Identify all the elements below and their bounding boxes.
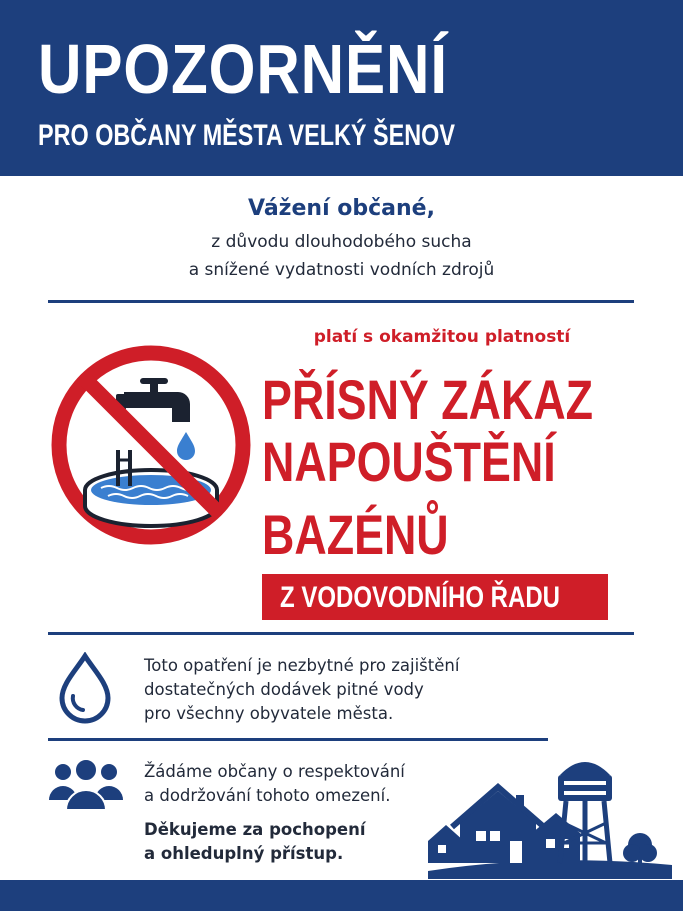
thanks-text [144, 818, 365, 866]
reason-text [144, 654, 459, 726]
page-title: UPOZORNĚNÍ [38, 30, 448, 108]
reason-line: dostatečných dodávek pitné vody [144, 680, 424, 699]
greeting-salutation: Vážení občané, [248, 196, 435, 221]
footer-bar [0, 880, 683, 911]
greeting-line-1: z důvodu dlouhodobého sucha [211, 232, 472, 252]
ban-source-banner [262, 574, 608, 620]
ban-line-3: BAZÉNŮ [262, 503, 449, 566]
reason-line: Toto opatření je nezbytné pro zajištění [144, 656, 460, 675]
divider [48, 738, 548, 741]
thanks-line: Děkujeme za pochopení [144, 820, 366, 839]
people-group-icon [48, 756, 124, 812]
ban-line-1: PŘÍSNÝ ZÁKAZ [262, 368, 594, 431]
water-drop-icon [56, 652, 114, 724]
page-subtitle: PRO OBČANY MĚSTA VELKÝ ŠENOV [38, 119, 455, 152]
reason-line: pro všechny obyvatele města. [144, 704, 394, 723]
town-water-tower-icon [428, 745, 672, 879]
request-line: Žádáme občany o respektování [144, 762, 405, 781]
request-line: a dodržování tohoto omezení. [144, 786, 391, 805]
request-text [144, 760, 405, 808]
header-banner [0, 0, 683, 176]
ban-line-2: NAPOUŠTĚNÍ [262, 430, 556, 493]
greeting-line-2: a snížené vydatnosti vodních zdrojů [188, 260, 495, 280]
no-pool-filling-icon [46, 340, 256, 550]
ban-source-label: Z VODOVODNÍHO ŘADU [280, 581, 561, 614]
validity-note: platí s okamžitou platností [313, 327, 571, 347]
divider [48, 632, 634, 635]
thanks-line: a ohleduplný přístup. [144, 844, 344, 863]
divider [48, 300, 634, 303]
